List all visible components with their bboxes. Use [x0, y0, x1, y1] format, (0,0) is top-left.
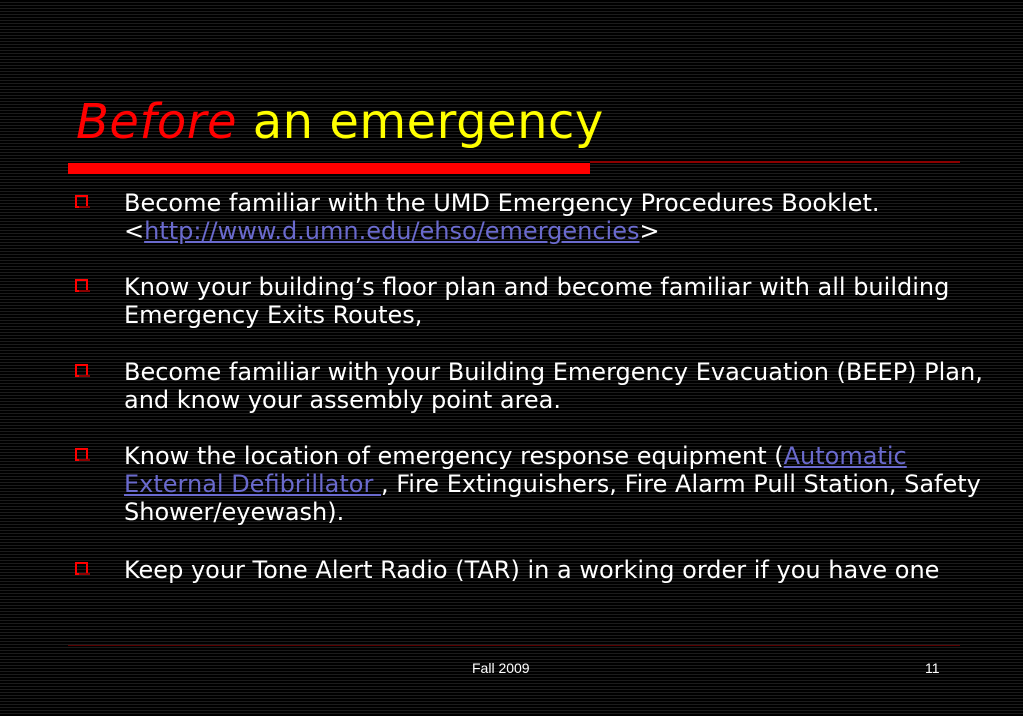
bullet-item [72, 556, 992, 584]
bullet-text: Become familiar with the UMD Emergency Procedures Booklet. < [124, 189, 880, 245]
hollow-square-bullet-icon [75, 448, 88, 461]
bullet-text: Know the location of emergency response equipment ( [124, 442, 784, 470]
defibrillator-link[interactable]: Automatic External Defibrillator [124, 442, 907, 498]
bullet-list [72, 189, 992, 612]
bullet-item [72, 358, 992, 414]
hollow-square-bullet-icon [75, 562, 88, 575]
bullet-item [72, 189, 992, 245]
slide-title-main: an emergency [252, 94, 604, 150]
bullet-text-after: > [639, 217, 660, 245]
bullet-text: Keep your Tone Alert Radio (TAR) in a working order if you have one [124, 556, 940, 584]
footer-page-number: 11 [925, 660, 940, 676]
title-underline-rule [590, 161, 960, 163]
bullet-item [72, 273, 992, 329]
bullet-item [72, 442, 992, 526]
bullet-text: Know your building’s floor plan and become familiar with all building Emergency Exits Routes, [124, 273, 950, 329]
footer-date: Fall 2009 [472, 660, 530, 676]
footer-divider [68, 645, 960, 646]
slide-title-italic: Before [76, 94, 237, 150]
bullet-text: Become familiar with your Building Emergency Evacuation (BEEP) Plan, and know your assembly point area. [124, 358, 983, 414]
hollow-square-bullet-icon [75, 279, 88, 292]
title-underline-bar [68, 163, 590, 174]
emergencies-link[interactable]: http://www.d.umn.edu/ehso/emergencies [144, 217, 640, 245]
hollow-square-bullet-icon [75, 364, 88, 377]
bullet-text-after: , Fire Extinguishers, Fire Alarm Pull Station, Safety Shower/eyewash). [124, 470, 981, 526]
hollow-square-bullet-icon [75, 195, 88, 208]
slide-title [76, 94, 604, 150]
